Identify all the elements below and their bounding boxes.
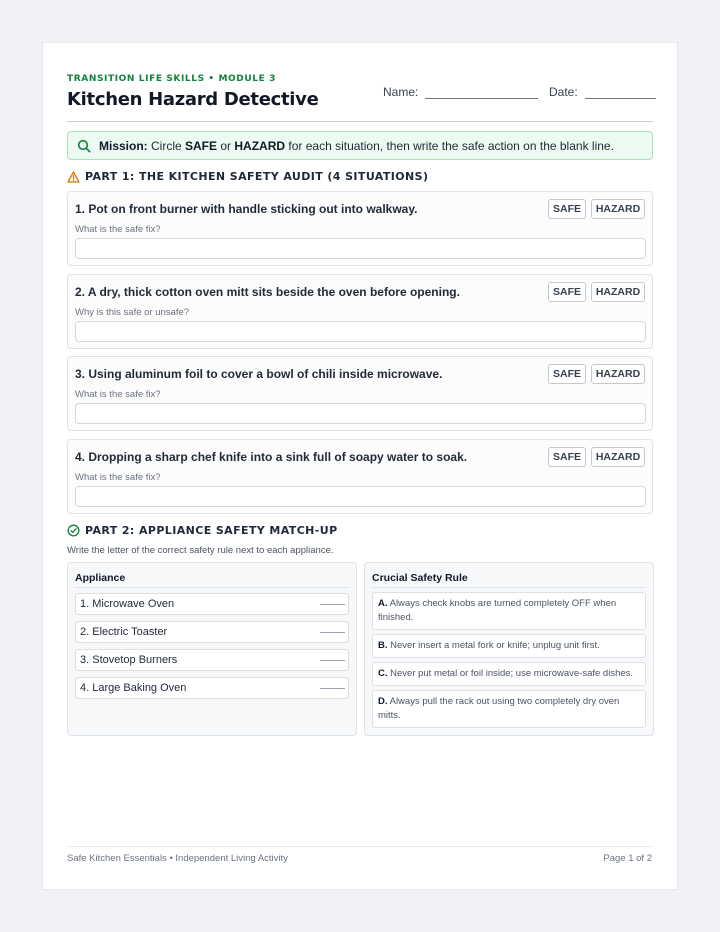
page-title: Kitchen Hazard Detective — [67, 89, 319, 110]
mission-text — [99, 139, 614, 153]
hazard-choice[interactable]: HAZARD — [591, 447, 645, 467]
situation-card — [67, 439, 653, 514]
appliance-panel — [67, 562, 357, 736]
answer-blank-line[interactable] — [320, 688, 345, 689]
rule-text: Never put metal or foil inside; use microwave-safe dishes. — [387, 668, 634, 679]
footer-divider — [67, 846, 653, 847]
situation-card — [67, 191, 653, 266]
search-icon — [77, 139, 91, 153]
part1-heading — [67, 170, 428, 183]
part1-heading-text: PART 1: THE KITCHEN SAFETY AUDIT (4 SITUATIONS) — [85, 170, 429, 183]
date-label: Date: — [549, 85, 578, 99]
answer-blank-line[interactable] — [320, 604, 345, 605]
answer-field[interactable] — [75, 403, 646, 424]
panel-divider — [75, 587, 349, 588]
part2-heading — [67, 524, 338, 537]
date-field[interactable] — [549, 85, 656, 99]
appliance-row — [75, 621, 349, 643]
header-divider — [67, 121, 653, 122]
mission-banner — [67, 131, 653, 160]
name-label: Name: — [383, 85, 419, 99]
safe-choice[interactable]: SAFE — [548, 364, 586, 384]
mission-safe-word: SAFE — [185, 138, 218, 153]
answer-blank-line[interactable] — [320, 632, 345, 633]
hazard-choice[interactable]: HAZARD — [591, 199, 645, 219]
rule-letter: B. — [378, 640, 388, 651]
appliance-row — [75, 649, 349, 671]
safety-rule-item — [372, 690, 646, 728]
mission-text-part: for each situation, then write the safe action on the blank line. — [285, 138, 614, 153]
worksheet-header — [67, 74, 653, 122]
name-blank-line[interactable] — [425, 86, 538, 99]
rule-letter: C. — [378, 668, 388, 679]
situation-prompt: What is the safe fix? — [75, 389, 161, 400]
safe-choice[interactable]: SAFE — [548, 447, 586, 467]
date-blank-line[interactable] — [585, 86, 656, 99]
rule-column-header: Crucial Safety Rule — [372, 572, 468, 584]
situation-card — [67, 274, 653, 349]
rule-letter: D. — [378, 696, 388, 707]
appliance-label: 3. Stovetop Burners — [80, 654, 178, 666]
rule-letter: A. — [378, 598, 388, 609]
footer-course-label: Safe Kitchen Essentials • Independent Living Activity — [67, 853, 288, 864]
situation-question: 1. Pot on front burner with handle sticking out into walkway. — [75, 202, 418, 216]
mission-text-part: or — [217, 138, 235, 153]
safety-rule-panel — [364, 562, 654, 736]
answer-field[interactable] — [75, 321, 646, 342]
hazard-choice[interactable]: HAZARD — [591, 282, 645, 302]
hazard-choice[interactable]: HAZARD — [591, 364, 645, 384]
appliance-label: 2. Electric Toaster — [80, 626, 168, 638]
mission-lead: Mission: — [99, 138, 148, 153]
panel-divider — [372, 587, 646, 588]
part2-heading-text: PART 2: APPLIANCE SAFETY MATCH-UP — [85, 524, 338, 537]
answer-blank-line[interactable] — [320, 660, 345, 661]
safe-choice[interactable]: SAFE — [548, 199, 586, 219]
safety-rule-item — [372, 634, 646, 658]
appliance-row — [75, 593, 349, 615]
safety-rule-item — [372, 662, 646, 686]
mission-text-part: Circle — [147, 138, 186, 153]
situation-prompt: Why is this safe or unsafe? — [75, 307, 190, 318]
rule-text: Always check knobs are turned completely OFF when finished. — [378, 598, 617, 623]
part2-instructions: Write the letter of the correct safety rule next to each appliance. — [67, 545, 334, 556]
appliance-label: 1. Microwave Oven — [80, 598, 175, 610]
safe-choice[interactable]: SAFE — [548, 282, 586, 302]
situation-card — [67, 356, 653, 431]
situation-question: 4. Dropping a sharp chef knife into a sink full of soapy water to soak. — [75, 450, 468, 464]
mission-hazard-word: HAZARD — [234, 138, 286, 153]
appliance-label: 4. Large Baking Oven — [80, 682, 187, 694]
page-number: Page 1 of 2 — [603, 853, 652, 864]
check-circle-icon — [67, 524, 80, 537]
rule-text: Always pull the rack out using two completely dry oven mitts. — [378, 696, 620, 721]
warning-triangle-icon — [67, 171, 80, 183]
answer-field[interactable] — [75, 486, 646, 507]
appliance-row — [75, 677, 349, 699]
rule-text: Never insert a metal fork or knife; unplug unit first. — [387, 640, 600, 651]
situation-prompt: What is the safe fix? — [75, 472, 161, 483]
situation-prompt: What is the safe fix? — [75, 224, 161, 235]
situation-question: 2. A dry, thick cotton oven mitt sits beside the oven before opening. — [75, 285, 460, 299]
appliance-column-header: Appliance — [75, 572, 126, 584]
safety-rule-item — [372, 592, 646, 630]
answer-field[interactable] — [75, 238, 646, 259]
worksheet-page — [42, 42, 678, 890]
name-field[interactable] — [383, 85, 538, 99]
module-kicker: TRANSITION LIFE SKILLS • MODULE 3 — [67, 74, 276, 84]
situation-question: 3. Using aluminum foil to cover a bowl of chili inside microwave. — [75, 367, 443, 381]
